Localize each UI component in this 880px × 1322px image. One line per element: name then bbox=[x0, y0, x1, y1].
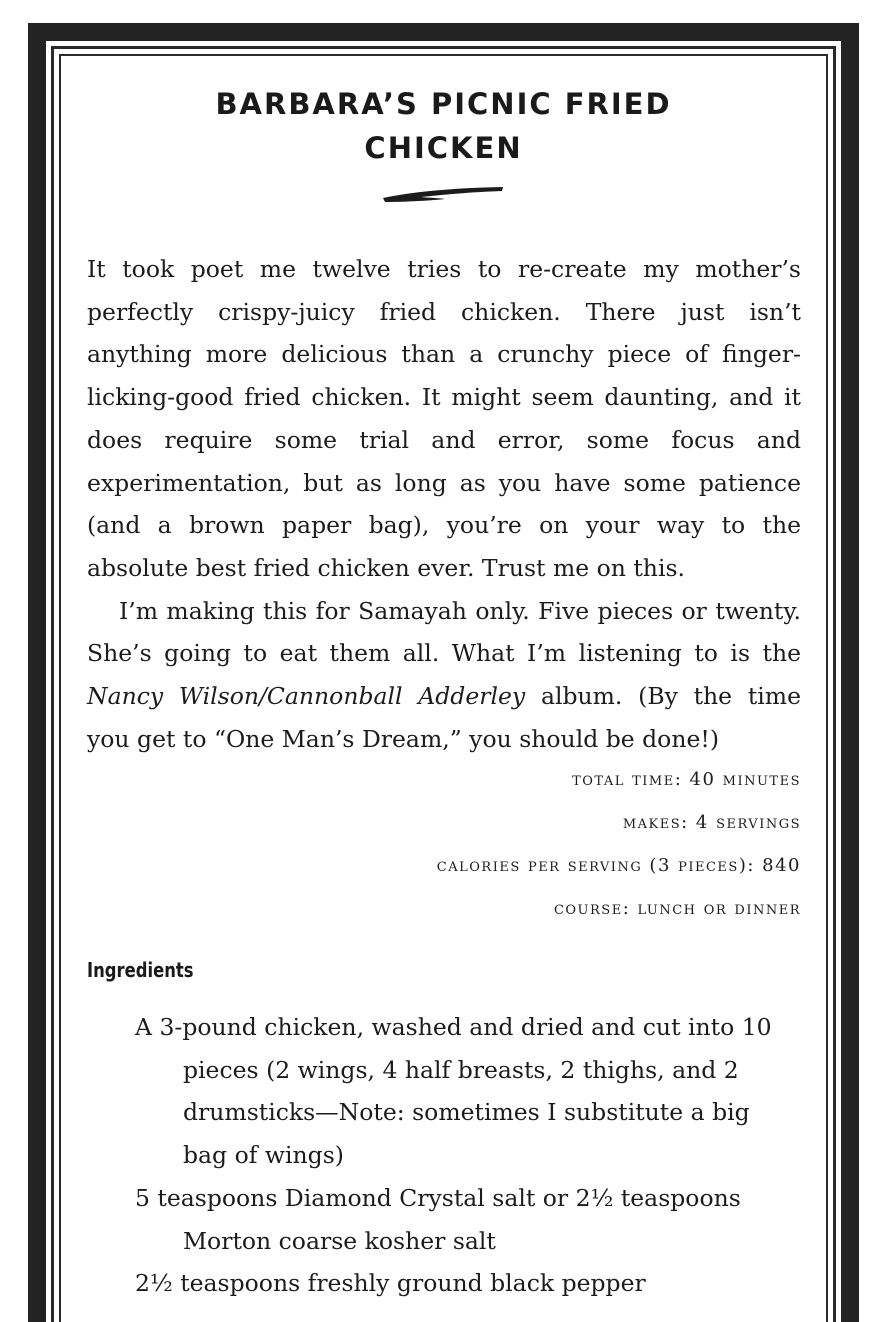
recipe-title bbox=[61, 82, 826, 170]
servings: makes: 4 servings bbox=[622, 812, 801, 833]
intro-paragraph-2-start: I’m making this for Samayah only. Five pieces or twenty. She’s going to eat them all. What I’m listening to is the bbox=[87, 596, 801, 668]
recipe-introduction bbox=[87, 248, 801, 760]
recipe-title-line-1: BARBARA’S PICNIC FRIED bbox=[215, 87, 672, 121]
album-title: Nancy Wilson/Cannonball Adderley bbox=[87, 682, 526, 711]
intro-paragraph-2-end: album. (By the time you get to “One Man’s Dream,” you should be done!) bbox=[87, 682, 801, 753]
ingredient-item: A 3-pound chicken, washed and dried and cut into 10 pieces (2 wings, 4 half breasts, 2 thighs, and 2 drumsticks—Note: sometimes I substitute a big bag of wings) bbox=[135, 1013, 772, 1170]
course: course: lunch or dinner bbox=[553, 898, 801, 919]
recipe-title-line-2: CHICKEN bbox=[364, 131, 523, 165]
intro-paragraph-1: It took poet me twelve tries to re-create my mother’s perfectly crispy-juicy fried chicken. There just isn’t anything more delicious than a crunchy piece of finger-licking-good fried chicken. It might seem daunting, and it does require some trial and error, some focus and experimentation, but as long as you have some patience (and a brown paper bag), you’re on your way to the absolute best fried chicken ever. Trust me on this. bbox=[87, 255, 801, 582]
brush-stroke-divider bbox=[381, 184, 505, 204]
ingredient-item: 2½ teaspoons freshly ground black pepper bbox=[135, 1269, 646, 1298]
ingredients-heading: Ingredients bbox=[87, 958, 194, 982]
total-time: total time: 40 minutes bbox=[572, 769, 801, 790]
intro-paragraph-2 bbox=[87, 590, 801, 761]
recipe-meta bbox=[87, 758, 801, 930]
recipe-page bbox=[61, 56, 826, 1322]
ingredients-list bbox=[135, 1006, 785, 1305]
ingredient-item: 5 teaspoons Diamond Crystal salt or 2½ teaspoons Morton coarse kosher salt bbox=[135, 1183, 741, 1255]
calories: calories per serving (3 pieces): 840 bbox=[436, 855, 801, 876]
